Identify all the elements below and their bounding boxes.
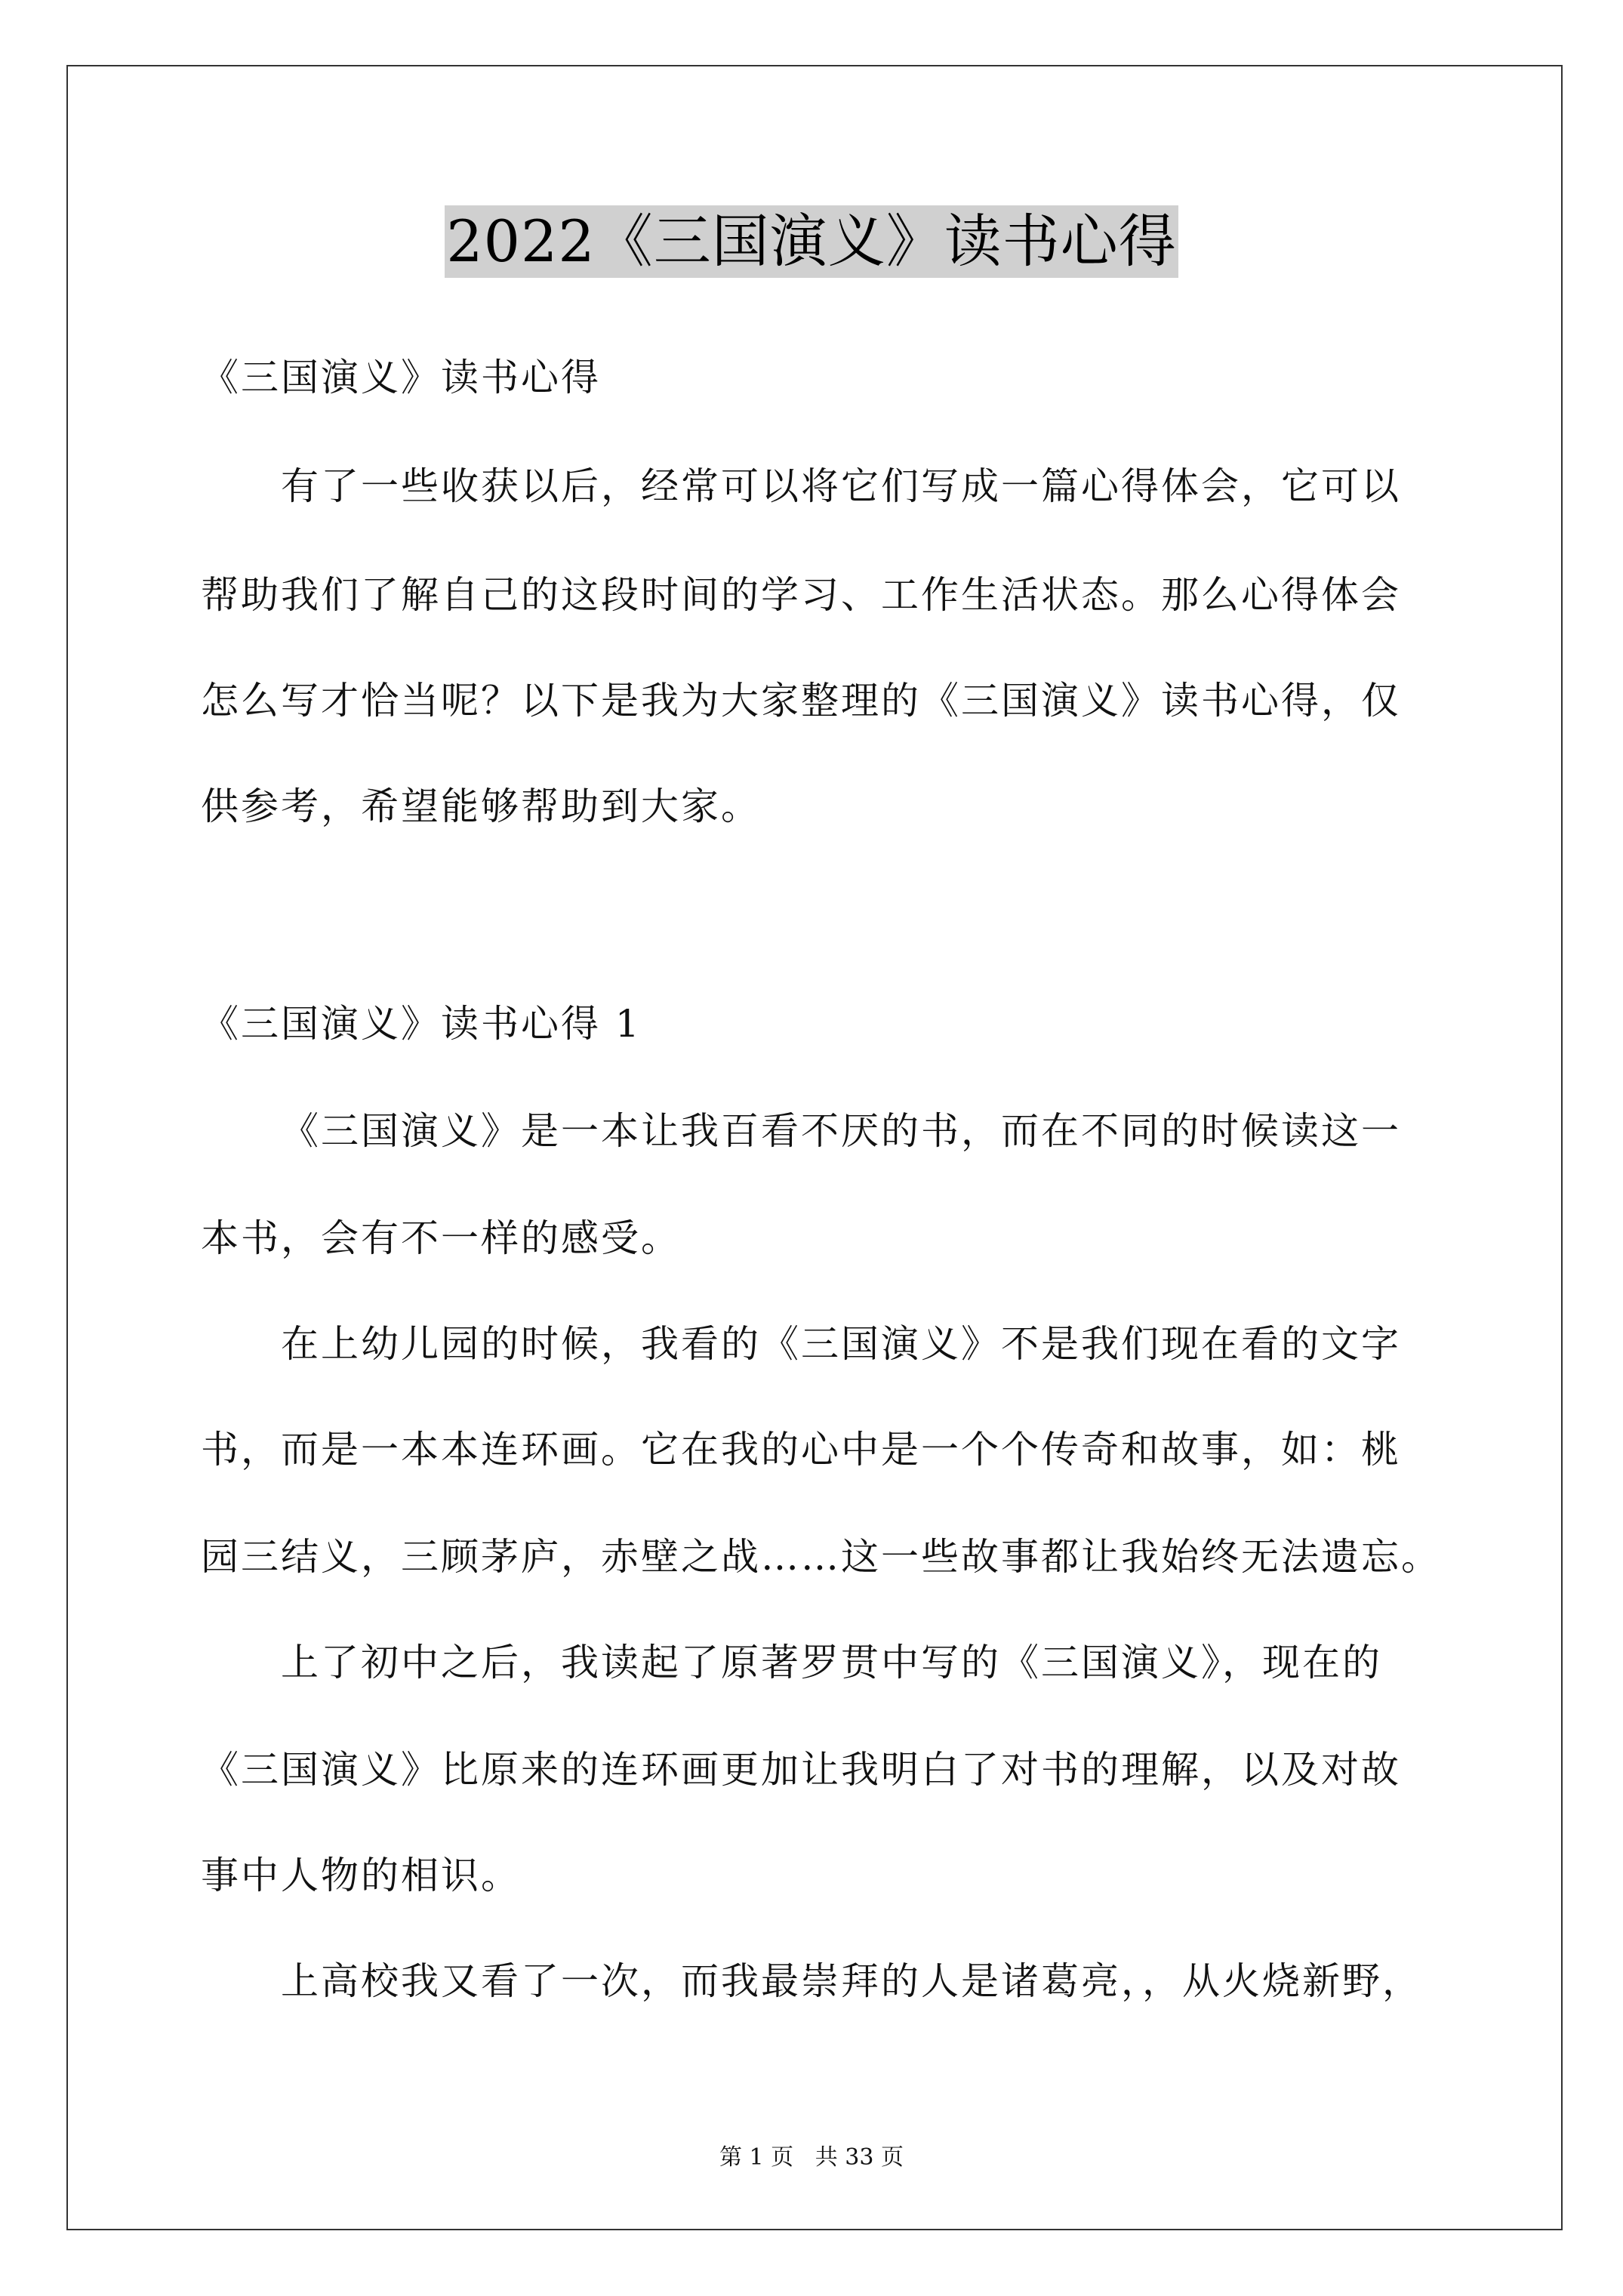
paragraph-line: 书，而是一本本连环画。它在我的心中是一个个传奇和故事，如：桃 <box>201 1428 1401 1472</box>
paragraph-line: 《三国演义》是一本让我百看不厌的书，而在不同的时候读这一 <box>281 1109 1401 1153</box>
subtitle: 《三国演义》读书心得 <box>201 356 601 399</box>
paragraph-line: 怎么写才恰当呢？以下是我为大家整理的《三国演义》读书心得，仅 <box>201 679 1401 723</box>
paragraph-line: 事中人物的相识。 <box>201 1854 521 1897</box>
page-footer: 第 1 页 共 33 页 <box>719 2144 904 2171</box>
paragraph-line: 有了一些收获以后，经常可以将它们写成一篇心得体会，它可以 <box>281 464 1401 508</box>
paragraph-line: 《三国演义》比原来的连环画更加让我明白了对书的理解，以及对故 <box>201 1748 1401 1792</box>
paragraph-line: 供参考，希望能够帮助到大家。 <box>201 784 761 828</box>
section-heading: 《三国演义》读书心得 1 <box>201 1002 642 1046</box>
document-title: 2022《三国演义》读书心得 <box>445 205 1178 278</box>
paragraph-line: 帮助我们了解自己的这段时间的学习、工作生活状态。那么心得体会 <box>201 573 1401 617</box>
paragraph-line: 上了初中之后，我读起了原著罗贯中写的《三国演义》，现在的 <box>281 1641 1382 1684</box>
paragraph-line: 本书，会有不一样的感受。 <box>201 1216 681 1260</box>
paragraph-line: 园三结义，三顾茅庐，赤壁之战……这一些故事都让我始终无法遗忘。 <box>201 1535 1441 1579</box>
paragraph-line: 上高校我又看了一次，而我最崇拜的人是诸葛亮，，从火烧新野， <box>281 1959 1422 2003</box>
paragraph-line: 在上幼儿园的时候，我看的《三国演义》不是我们现在看的文字 <box>281 1322 1401 1366</box>
title-container <box>0 205 1623 278</box>
